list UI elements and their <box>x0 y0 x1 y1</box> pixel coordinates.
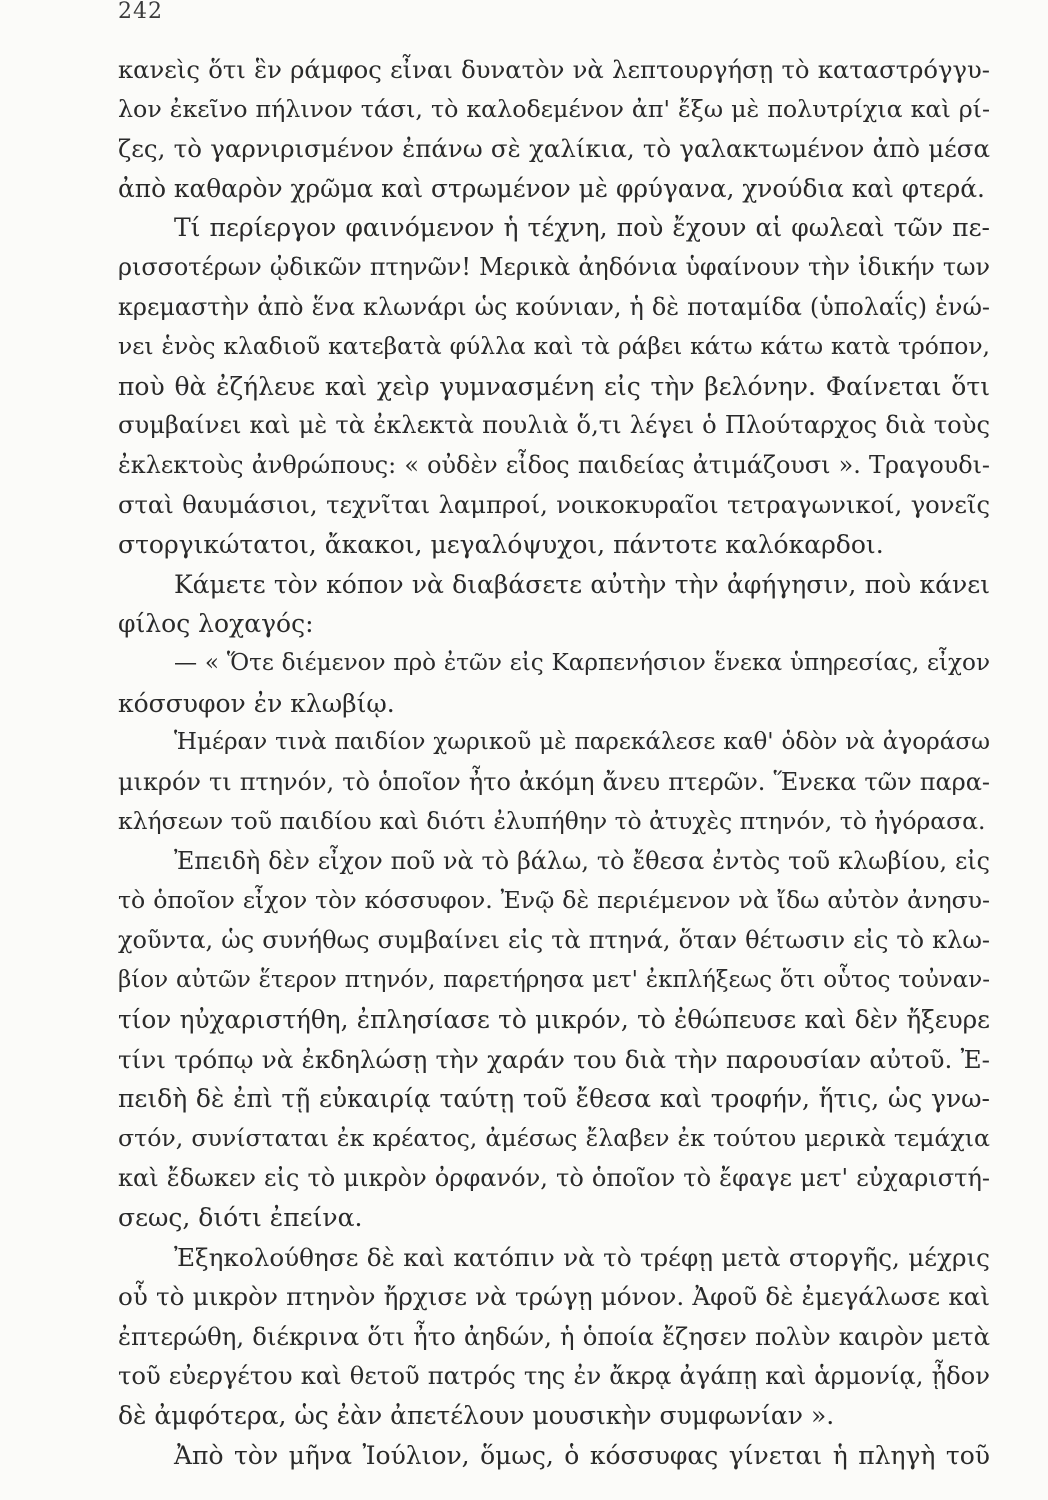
text-line: Ἀπὸ τὸν μῆνα Ἰούλιον, ὅμως, ὁ κόσσυφας γίνεται ἡ πληγὴ τοῦ <box>174 1440 990 1470</box>
text-line: μικρόν τι πτηνόν, τὸ ὁποῖον ἦτο ἀκόμη ἄνευ πτερῶν. Ἕνεκα τῶν παρα- <box>118 767 990 796</box>
text-line: τίον ηὐχαριστήθη, ἐπλησίασε τὸ μικρόν, τὸ ἐθώπευσε καὶ δὲν ἤξευρε <box>118 1005 990 1035</box>
text-line: βίον αὐτῶν ἕτερον πτηνόν, παρετήρησα μετ' ἐκπλήξεως ὅτι οὗτος τοὐναν- <box>118 966 990 993</box>
text-line: — « Ὅτε διέμενον πρὸ ἐτῶν εἰς Καρπενήσιον ἕνεκα ὑπηρεσίας, εἶχον <box>174 649 990 676</box>
text-line: καὶ ἔδωκεν εἰς τὸ μικρὸν ὀρφανόν, τὸ ὁποῖον τὸ ἔφαγε μετ' εὐχαριστή- <box>118 1163 990 1192</box>
text-line: ρισσοτέρων ᾠδικῶν πτηνῶν! Μερικὰ ἀηδόνια ὑφαίνουν τὴν ἰδικήν των <box>118 252 990 281</box>
text-line: τὸ ὁποῖον εἶχον τὸν κόσσυφον. Ἐνῷ δὲ περιέμενον νὰ ἴδω αὐτὸν ἀνησυ- <box>118 886 990 915</box>
text-line: δὲ ἀμφότερα, ὡς ἐὰν ἀπετέλουν μουσικὴν συμφωνίαν ». <box>118 1401 835 1431</box>
text-line: κρεμαστὴν ἀπὸ ἕνα κλωνάρι ὡς κούνιαν, ἡ δὲ ποταμίδα (ὑπολαΐς) ἑνώ- <box>118 292 990 321</box>
text-line: σταὶ θαυμάσιοι, τεχνῖται λαμπροί, νοικοκυραῖοι τετραγωνικοί, γονεῖς <box>118 490 990 519</box>
text-line: ἀπὸ καθαρὸν χρῶμα καὶ στρωμένον μὲ φρύγανα, χνούδια καὶ φτερά. <box>118 173 985 203</box>
text-line: Ἐπειδὴ δὲν εἶχον ποῦ νὰ τὸ βάλω, τὸ ἔθεσα ἐντὸς τοῦ κλωβίου, εἰς <box>174 846 990 875</box>
text-line: νει ἑνὸς κλαδιοῦ κατεβατὰ φύλλα καὶ τὰ ράβει κάτω κάτω κατὰ τρόπον, <box>118 332 990 361</box>
text-line: στόν, συνίσταται ἐκ κρέατος, ἀμέσως ἔλαβεν ἐκ τούτου μερικὰ τεμάχια <box>118 1124 990 1153</box>
text-line: κανεὶς ὅτι ἓν ράμφος εἶναι δυνατὸν νὰ λεπτουργήσῃ τὸ καταστρόγγυ- <box>118 55 990 84</box>
text-line: στοργικώτατοι, ἄκακοι, μεγαλόψυχοι, πάντοτε καλόκαρδοι. <box>118 530 884 560</box>
text-line: συμβαίνει καὶ μὲ τὰ ἐκλεκτὰ πουλιὰ ὅ,τι λέγει ὁ Πλούταρχος διὰ τοὺς <box>118 411 990 440</box>
text-line: ζες, τὸ γαρνιρισμένον ἐπάνω σὲ χαλίκια, τὸ γαλακτωμένον ἀπὸ μέσα <box>118 134 990 164</box>
text-line: Ἐξηκολούθησε δὲ καὶ κατόπιν νὰ τὸ τρέφῃ μετὰ στοργῆς, μέχρις <box>174 1242 990 1272</box>
text-line: τοῦ εὐεργέτου καὶ θετοῦ πατρός της ἐν ἄκρᾳ ἀγάπῃ καὶ ἁρμονίᾳ, ᾖδον <box>118 1361 990 1390</box>
text-line: κλήσεων τοῦ παιδίου καὶ διότι ἐλυπήθην τὸ ἀτυχὲς πτηνόν, τὸ ἠγόρασα. <box>118 807 986 836</box>
text-line: ἐπτερώθη, διέκρινα ὅτι ἦτο ἀηδών, ἡ ὁποία ἔζησεν πολὺν καιρὸν μετὰ <box>118 1322 990 1351</box>
text-line: Τί περίεργον φαινόμενον ἡ τέχνη, ποὺ ἔχουν αἱ φωλεαὶ τῶν πε- <box>174 213 990 243</box>
text-line: σεως, διότι ἐπείνα. <box>118 1203 363 1233</box>
page-number: 242 <box>118 0 163 24</box>
text-line: Ἡμέραν τινὰ παιδίον χωρικοῦ μὲ παρεκάλεσε καθ' ὁδὸν νὰ ἀγοράσω <box>174 729 990 756</box>
text-line: Κάμετε τὸν κόπον νὰ διαβάσετε αὐτὴν τὴν ἀφήγησιν, ποὺ κάνει <box>174 569 990 599</box>
body-text <box>118 50 990 1475</box>
text-line: φίλος λοχαγός: <box>118 609 314 639</box>
text-line: οὗ τὸ μικρὸν πτηνὸν ἤρχισε νὰ τρώγῃ μόνον. Ἀφοῦ δὲ ἐμεγάλωσε καὶ <box>118 1282 990 1312</box>
text-line: κόσσυφον ἐν κλωβίῳ. <box>118 688 395 718</box>
text-line: ἐκλεκτοὺς ἀνθρώπους: « οὐδὲν εἶδος παιδείας ἀτιμάζουσι ». Τραγουδι- <box>118 450 990 479</box>
text-line: ποὺ θὰ ἐζήλευε καὶ χεὶρ γυμνασμένη εἰς τὴν βελόνην. Φαίνεται ὅτι <box>118 371 990 401</box>
text-line: πειδὴ δὲ ἐπὶ τῇ εὐκαιρίᾳ ταύτῃ τοῦ ἔθεσα καὶ τροφήν, ἥτις, ὡς γνω- <box>118 1084 990 1114</box>
text-line: λον ἐκεῖνο πήλινον τάσι, τὸ καλοδεμένον ἀπ' ἔξω μὲ πολυτρίχια καὶ ρί- <box>118 94 990 123</box>
text-line: τίνι τρόπῳ νὰ ἐκδηλώσῃ τὴν χαράν του διὰ τὴν παρουσίαν αὐτοῦ. Ἐ- <box>118 1044 990 1074</box>
text-line: χοῦντα, ὡς συνήθως συμβαίνει εἰς τὰ πτηνά, ὅταν θέτωσιν εἰς τὸ κλω- <box>118 926 990 955</box>
